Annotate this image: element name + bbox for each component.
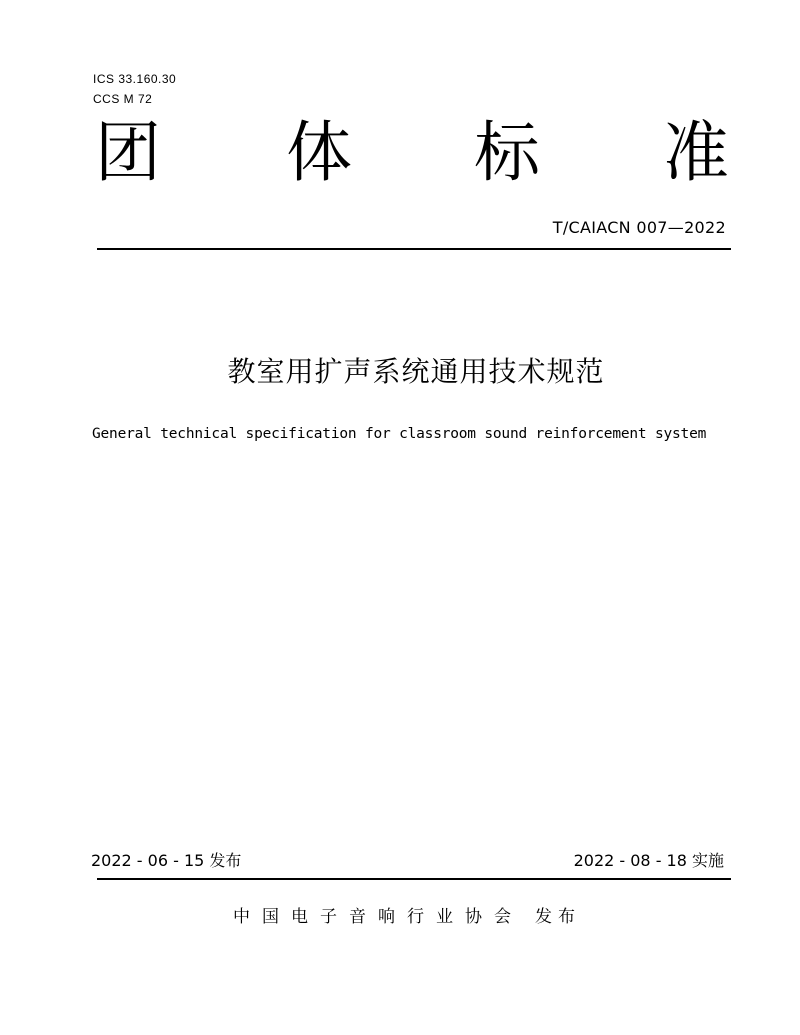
organization-action: 发布	[535, 907, 581, 927]
top-divider	[97, 248, 731, 250]
bottom-divider	[97, 878, 731, 880]
standard-type-char: 准	[663, 114, 729, 191]
publish-date: 2022 - 06 - 15 发布	[91, 851, 242, 870]
title-chinese: 教室用扩声系统通用技术规范	[227, 355, 605, 388]
standard-type-char: 团	[95, 114, 161, 191]
title-english: General technical specification for classroom sound reinforcement system	[92, 426, 707, 442]
standard-type-char: 体	[286, 114, 352, 191]
standard-number: T/CAIACN 007—2022	[552, 218, 726, 237]
ccs-code: CCS M 72	[93, 92, 153, 106]
ics-code: ICS 33.160.30	[93, 72, 177, 86]
publishing-organization: 中国电子音响行业协会	[233, 907, 523, 927]
standard-type-char: 标	[474, 114, 540, 191]
implement-date: 2022 - 08 - 18 实施	[573, 851, 724, 870]
